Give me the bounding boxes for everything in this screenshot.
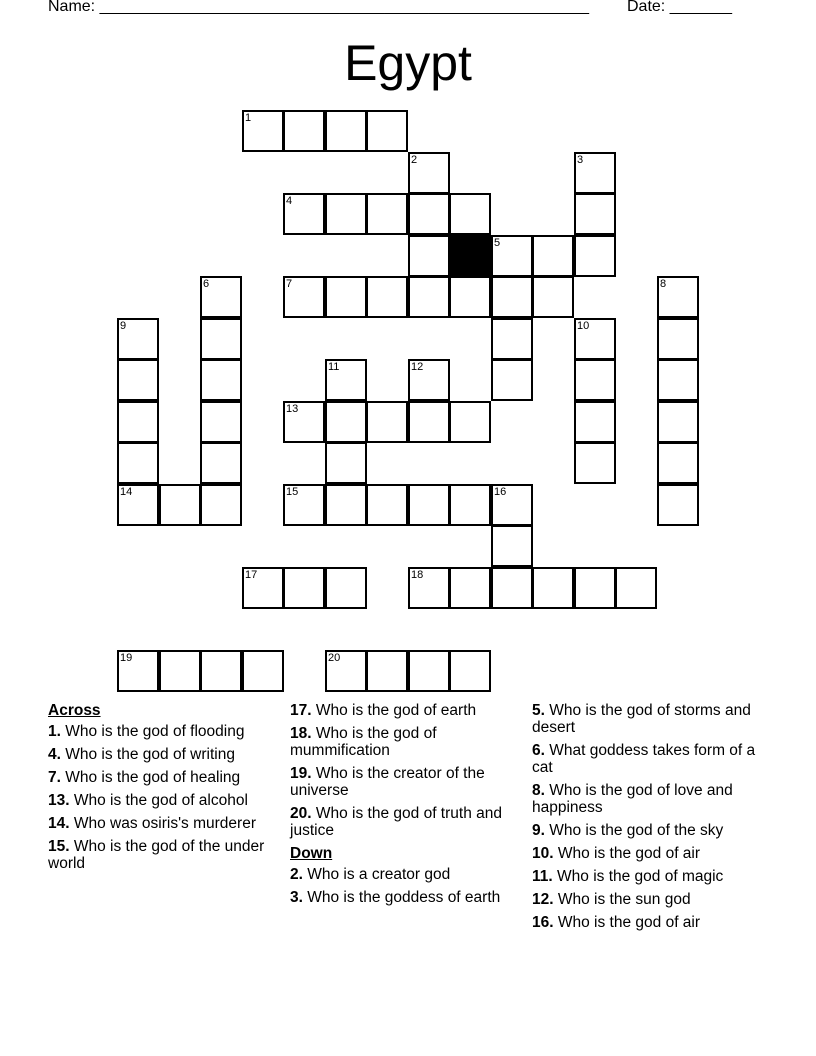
clue-text: Who is the god of flooding — [65, 723, 245, 740]
clue-column-3 — [532, 702, 772, 937]
clue-text: Who is the god of storms and desert — [532, 702, 751, 736]
grid-cell[interactable] — [283, 110, 325, 152]
down-heading: Down — [290, 845, 333, 862]
grid-cell[interactable] — [200, 484, 242, 526]
grid-cell[interactable] — [574, 359, 616, 401]
grid-cell[interactable] — [491, 318, 533, 360]
grid-cell[interactable] — [532, 567, 574, 609]
clue-number: 18. — [290, 725, 312, 742]
clue-number: 16. — [532, 914, 554, 931]
clue-text: Who is the sun god — [557, 891, 691, 908]
grid-cell[interactable] — [325, 359, 367, 401]
clue-down-11 — [532, 868, 772, 885]
grid-cell[interactable] — [325, 276, 367, 318]
grid-cell[interactable] — [657, 318, 699, 360]
grid-cell[interactable] — [657, 484, 699, 526]
grid-cell[interactable] — [491, 484, 533, 526]
grid-cell[interactable] — [242, 567, 284, 609]
cell-number: 2 — [411, 154, 418, 166]
name-field[interactable]: Name: _______________________________________________________ — [48, 0, 589, 15]
grid-cell[interactable] — [491, 567, 533, 609]
grid-cell[interactable] — [325, 484, 367, 526]
clue-text: Who is the god of earth — [315, 702, 477, 719]
clue-number: 1. — [48, 723, 61, 740]
cell-number: 17 — [245, 569, 258, 581]
cell-number: 16 — [494, 486, 507, 498]
cell-number: 7 — [286, 278, 293, 290]
grid-cell[interactable] — [574, 442, 616, 484]
grid-cell[interactable] — [117, 442, 159, 484]
clue-down-2 — [290, 866, 520, 883]
clue-down-6 — [532, 742, 772, 776]
clue-text: Who is the god of air — [557, 845, 701, 862]
blocked-cell — [449, 235, 491, 277]
grid-cell[interactable] — [159, 650, 201, 692]
across-heading: Across — [48, 702, 101, 719]
clue-text: Who is the god of magic — [557, 868, 724, 885]
grid-cell[interactable] — [574, 567, 616, 609]
cell-number: 4 — [286, 195, 293, 207]
cell-number: 12 — [411, 361, 424, 373]
clue-text: Who is the god of truth and justice — [290, 805, 502, 839]
clue-number: 4. — [48, 746, 61, 763]
grid-cell[interactable] — [325, 650, 367, 692]
cell-number: 11 — [328, 361, 340, 373]
clue-down-8 — [532, 782, 772, 816]
grid-cell[interactable] — [491, 359, 533, 401]
grid-cell[interactable] — [117, 359, 159, 401]
grid-cell[interactable] — [408, 401, 450, 443]
grid-cell[interactable] — [200, 276, 242, 318]
clue-text: Who is the god of alcohol — [73, 792, 248, 809]
grid-cell[interactable] — [283, 276, 325, 318]
clue-across-14 — [48, 815, 278, 832]
clue-text: Who is a creator god — [307, 866, 451, 883]
grid-cell[interactable] — [200, 318, 242, 360]
grid-cell[interactable] — [657, 276, 699, 318]
clue-number: 12. — [532, 891, 554, 908]
grid-cell[interactable] — [283, 484, 325, 526]
grid-cell[interactable] — [408, 152, 450, 194]
clue-text: Who is the god of mummification — [290, 725, 437, 759]
clue-number: 10. — [532, 845, 554, 862]
grid-cell[interactable] — [242, 650, 284, 692]
clue-across-1 — [48, 723, 278, 740]
grid-cell[interactable] — [366, 650, 408, 692]
clue-across-4 — [48, 746, 278, 763]
clue-text: Who is the god of healing — [65, 769, 241, 786]
grid-cell[interactable] — [491, 235, 533, 277]
clue-column-1 — [48, 702, 278, 878]
clue-number: 5. — [532, 702, 545, 719]
clue-down-5 — [532, 702, 772, 736]
clue-text: Who is the creator of the universe — [290, 765, 485, 799]
grid-cell[interactable] — [574, 193, 616, 235]
clue-text: Who is the god of air — [557, 914, 701, 931]
grid-cell[interactable] — [366, 276, 408, 318]
grid-cell[interactable] — [657, 359, 699, 401]
grid-cell[interactable] — [532, 235, 574, 277]
grid-cell[interactable] — [200, 650, 242, 692]
grid-cell[interactable] — [408, 235, 450, 277]
grid-cell[interactable] — [574, 152, 616, 194]
clue-number: 11. — [532, 868, 553, 885]
cell-number: 14 — [120, 486, 133, 498]
cell-number: 20 — [328, 652, 341, 664]
clue-down-12 — [532, 891, 772, 908]
clue-across-18 — [290, 725, 520, 759]
clue-number: 2. — [290, 866, 303, 883]
cell-number: 1 — [245, 112, 252, 124]
clue-text: Who was osiris's murderer — [73, 815, 256, 832]
grid-cell[interactable] — [574, 235, 616, 277]
clue-down-10 — [532, 845, 772, 862]
grid-cell[interactable] — [366, 193, 408, 235]
cell-number: 8 — [660, 278, 667, 290]
grid-cell[interactable] — [117, 650, 159, 692]
clue-number: 8. — [532, 782, 545, 799]
cell-number: 3 — [577, 154, 584, 166]
clue-text: Who is the god of love and happiness — [532, 782, 733, 816]
grid-cell[interactable] — [408, 650, 450, 692]
grid-cell[interactable] — [200, 401, 242, 443]
grid-cell[interactable] — [449, 193, 491, 235]
grid-cell[interactable] — [657, 442, 699, 484]
grid-cell[interactable] — [159, 484, 201, 526]
grid-cell[interactable] — [325, 110, 367, 152]
grid-cell[interactable] — [283, 567, 325, 609]
clue-text: Who is the goddess of earth — [307, 889, 501, 906]
grid-cell[interactable] — [449, 276, 491, 318]
clue-text: Who is the god of writing — [65, 746, 235, 763]
grid-cell[interactable] — [366, 484, 408, 526]
grid-cell[interactable] — [366, 110, 408, 152]
grid-cell[interactable] — [408, 359, 450, 401]
grid-cell[interactable] — [491, 525, 533, 567]
cell-number: 19 — [120, 652, 133, 664]
grid-cell[interactable] — [117, 484, 159, 526]
clue-number: 20. — [290, 805, 312, 822]
clue-number: 17. — [290, 702, 312, 719]
grid-cell[interactable] — [325, 193, 367, 235]
cell-number: 9 — [120, 320, 127, 332]
grid-cell[interactable] — [532, 276, 574, 318]
cell-number: 6 — [203, 278, 210, 290]
clue-number: 19. — [290, 765, 312, 782]
clue-across-17 — [290, 702, 520, 719]
clue-across-15 — [48, 838, 278, 872]
grid-cell[interactable] — [366, 401, 408, 443]
cell-number: 5 — [494, 237, 501, 249]
clue-number: 6. — [532, 742, 545, 759]
grid-cell[interactable] — [615, 567, 657, 609]
cell-number: 15 — [286, 486, 299, 498]
clue-across-19 — [290, 765, 520, 799]
clue-across-20 — [290, 805, 520, 839]
grid-cell[interactable] — [449, 567, 491, 609]
grid-cell[interactable] — [449, 484, 491, 526]
grid-cell[interactable] — [408, 276, 450, 318]
cell-number: 18 — [411, 569, 424, 581]
clue-number: 13. — [48, 792, 70, 809]
grid-cell[interactable] — [449, 401, 491, 443]
puzzle-title: Egypt — [344, 35, 472, 91]
grid-cell[interactable] — [200, 359, 242, 401]
grid-cell[interactable] — [117, 318, 159, 360]
clue-text: Who is the god of the under world — [48, 838, 265, 872]
date-field[interactable]: Date: _______ — [627, 0, 732, 15]
grid-cell[interactable] — [574, 401, 616, 443]
grid-cell[interactable] — [283, 401, 325, 443]
grid-cell[interactable] — [491, 276, 533, 318]
clue-down-16 — [532, 914, 772, 931]
clue-number: 7. — [48, 769, 61, 786]
grid-cell[interactable] — [408, 193, 450, 235]
grid-cell[interactable] — [200, 442, 242, 484]
clue-text: Who is the god of the sky — [549, 822, 724, 839]
grid-cell[interactable] — [283, 193, 325, 235]
clue-down-9 — [532, 822, 772, 839]
grid-cell[interactable] — [325, 567, 367, 609]
grid-cell[interactable] — [449, 650, 491, 692]
grid-cell[interactable] — [325, 442, 367, 484]
clue-number: 9. — [532, 822, 545, 839]
grid-cell[interactable] — [574, 318, 616, 360]
grid-cell[interactable] — [325, 401, 367, 443]
grid-cell[interactable] — [408, 484, 450, 526]
clue-number: 15. — [48, 838, 70, 855]
clue-down-3 — [290, 889, 520, 906]
clue-column-2 — [290, 702, 520, 912]
clue-number: 3. — [290, 889, 303, 906]
clue-text: What goddess takes form of a cat — [532, 742, 756, 776]
cell-number: 13 — [286, 403, 299, 415]
grid-cell[interactable] — [242, 110, 284, 152]
grid-cell[interactable] — [408, 567, 450, 609]
clue-across-7 — [48, 769, 278, 786]
clue-number: 14. — [48, 815, 70, 832]
grid-cell[interactable] — [657, 401, 699, 443]
clue-across-13 — [48, 792, 278, 809]
cell-number: 10 — [577, 320, 590, 332]
grid-cell[interactable] — [117, 401, 159, 443]
